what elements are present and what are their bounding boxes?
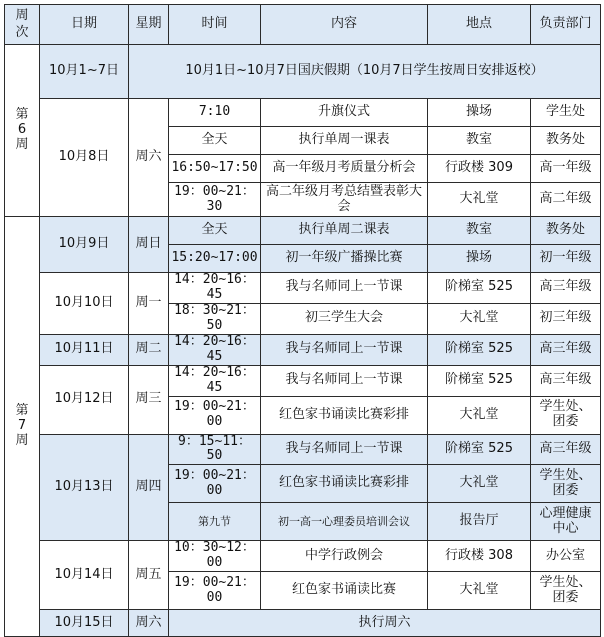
dept-cell: 高三年级: [531, 365, 601, 396]
dept-cell: 教务处: [531, 217, 601, 245]
weekday-cell: 周二: [129, 334, 169, 365]
time-cell: 7:10: [169, 99, 261, 127]
date-cell: 10月9日: [40, 217, 129, 273]
dept-cell: 高三年级: [531, 334, 601, 365]
time-cell: 10：30~12：00: [169, 541, 261, 572]
content-cell: 初一年级广播操比赛: [261, 245, 428, 273]
weekday-cell: 周一: [129, 273, 169, 335]
time-cell: 19：00~21：00: [169, 396, 261, 434]
table-row: [5, 217, 601, 245]
date-cell: 10月14日: [40, 541, 129, 610]
dept-cell: 学生处、团委: [531, 572, 601, 610]
location-cell: 阶梯室 525: [428, 365, 531, 396]
location-cell: 教室: [428, 127, 531, 155]
table-row: [5, 45, 601, 99]
content-cell: 执行周六: [169, 610, 601, 637]
week-cell: 第7周: [5, 217, 40, 637]
time-cell: 16:50~17:50: [169, 155, 261, 183]
dept-cell: 高三年级: [531, 273, 601, 304]
time-cell: 第九节: [169, 503, 261, 541]
time-cell: 19：00~21：00: [169, 572, 261, 610]
dept-cell: 学生处、团委: [531, 465, 601, 503]
date-cell: 10月11日: [40, 334, 129, 365]
content-cell: 高二年级月考总结暨表彰大会: [261, 183, 428, 217]
location-cell: 大礼堂: [428, 396, 531, 434]
dept-cell: 初一年级: [531, 245, 601, 273]
weekday-cell: 周六: [129, 99, 169, 217]
header-week: 周次: [5, 5, 40, 45]
time-cell: 全天: [169, 217, 261, 245]
date-cell: 10月13日: [40, 434, 129, 541]
content-cell: 执行单周二课表: [261, 217, 428, 245]
content-cell: 我与名师同上一节课: [261, 334, 428, 365]
content-cell: 红色家书诵读比赛: [261, 572, 428, 610]
header-row: [5, 5, 601, 45]
time-cell: 15:20~17:00: [169, 245, 261, 273]
location-cell: 大礼堂: [428, 465, 531, 503]
dept-cell: 教务处: [531, 127, 601, 155]
content-cell: 初一高一心理委员培训会议: [261, 503, 428, 541]
location-cell: 大礼堂: [428, 303, 531, 334]
date-cell: 10月12日: [40, 365, 129, 434]
location-cell: 教室: [428, 217, 531, 245]
time-cell: 14：20~16：45: [169, 365, 261, 396]
header-time: 时间: [169, 5, 261, 45]
date-cell: 10月10日: [40, 273, 129, 335]
table-row: [5, 434, 601, 465]
table-row: [5, 541, 601, 572]
date-cell: 10月1~7日: [40, 45, 129, 99]
header-weekday: 星期: [129, 5, 169, 45]
dept-cell: 学生处: [531, 99, 601, 127]
location-cell: 大礼堂: [428, 572, 531, 610]
content-cell: 执行单周一课表: [261, 127, 428, 155]
weekday-cell: 周五: [129, 541, 169, 610]
weekday-cell: 周三: [129, 365, 169, 434]
content-cell: 升旗仪式: [261, 99, 428, 127]
content-cell: 我与名师同上一节课: [261, 434, 428, 465]
location-cell: 报告厅: [428, 503, 531, 541]
time-cell: 14：20~16：45: [169, 273, 261, 304]
header-dept: 负责部门: [531, 5, 601, 45]
weekday-cell: 周六: [129, 610, 169, 637]
schedule-table: [4, 4, 601, 637]
location-cell: 行政楼 308: [428, 541, 531, 572]
dept-cell: 心理健康中心: [531, 503, 601, 541]
header-date: 日期: [40, 5, 129, 45]
dept-cell: 高一年级: [531, 155, 601, 183]
table-row: [5, 334, 601, 365]
time-cell: 19：00~21：00: [169, 465, 261, 503]
weekday-cell: 周四: [129, 434, 169, 541]
holiday-content: 10月1日~10月7日国庆假期（10月7日学生按周日安排返校）: [129, 45, 601, 99]
dept-cell: 学生处、团委: [531, 396, 601, 434]
table-row: [5, 99, 601, 127]
location-cell: 阶梯室 525: [428, 273, 531, 304]
week-cell: 第6周: [5, 45, 40, 217]
content-cell: 红色家书诵读比赛彩排: [261, 465, 428, 503]
content-cell: 我与名师同上一节课: [261, 273, 428, 304]
date-cell: 10月8日: [40, 99, 129, 217]
dept-cell: 高三年级: [531, 434, 601, 465]
location-cell: 操场: [428, 99, 531, 127]
dept-cell: 初三年级: [531, 303, 601, 334]
table-row: [5, 610, 601, 637]
content-cell: 中学行政例会: [261, 541, 428, 572]
dept-cell: 高二年级: [531, 183, 601, 217]
time-cell: 14：20~16：45: [169, 334, 261, 365]
table-row: [5, 273, 601, 304]
weekday-cell: 周日: [129, 217, 169, 273]
header-content: 内容: [261, 5, 428, 45]
location-cell: 阶梯室 525: [428, 434, 531, 465]
time-cell: 19：00~21：30: [169, 183, 261, 217]
table-row: [5, 365, 601, 396]
location-cell: 操场: [428, 245, 531, 273]
location-cell: 行政楼 309: [428, 155, 531, 183]
content-cell: 我与名师同上一节课: [261, 365, 428, 396]
time-cell: 18：30~21：50: [169, 303, 261, 334]
date-cell: 10月15日: [40, 610, 129, 637]
time-cell: 全天: [169, 127, 261, 155]
time-cell: 9：15~11：50: [169, 434, 261, 465]
location-cell: 大礼堂: [428, 183, 531, 217]
content-cell: 红色家书诵读比赛彩排: [261, 396, 428, 434]
content-cell: 初三学生大会: [261, 303, 428, 334]
content-cell: 高一年级月考质量分析会: [261, 155, 428, 183]
header-location: 地点: [428, 5, 531, 45]
location-cell: 阶梯室 525: [428, 334, 531, 365]
dept-cell: 办公室: [531, 541, 601, 572]
